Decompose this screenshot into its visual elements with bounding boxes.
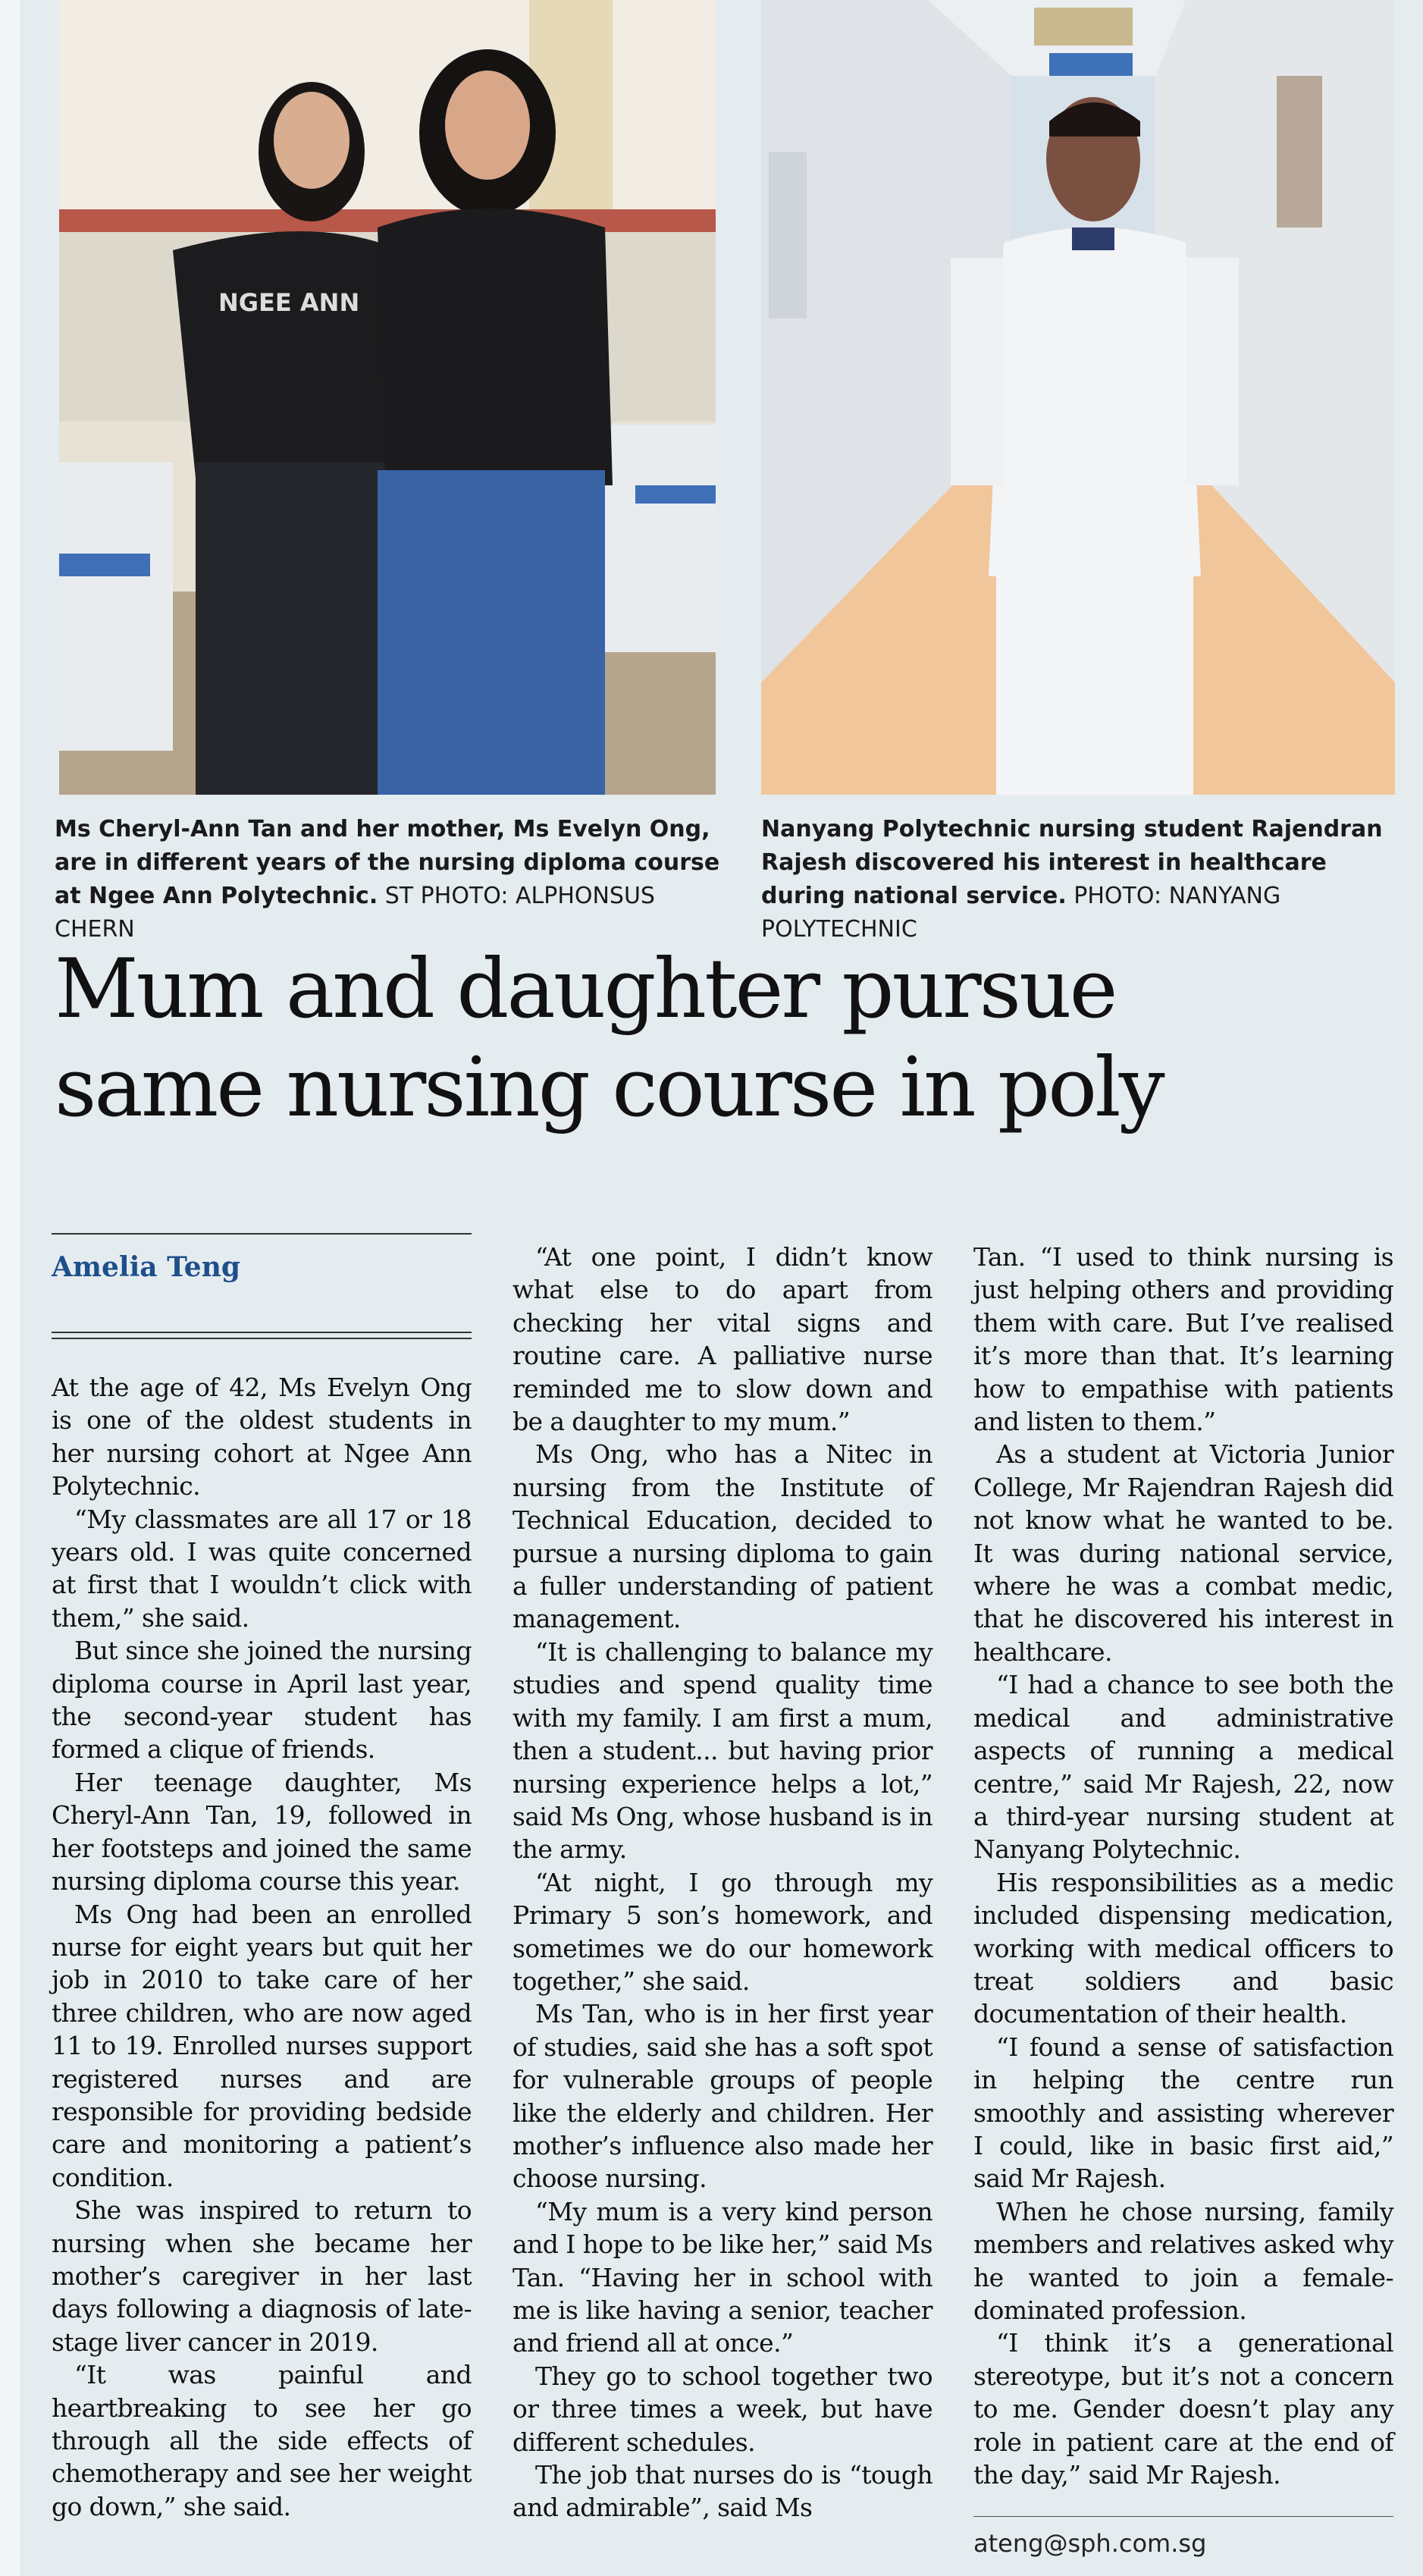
photo-credit: PHOTO: NANYANG POLYTECHNIC	[761, 883, 1281, 943]
mother-and-daughter-icon	[59, 0, 716, 795]
article-column-1	[52, 1371, 472, 2523]
headline-line-2: same nursing course in poly	[55, 1040, 1163, 1135]
caption-text: Ms Cheryl-Ann Tan and her mother, Ms Evelyn Ong, are in different years of the nursing diploma course at Ngee Ann Polytechnic.	[55, 816, 720, 909]
paragraph: When he chose nursing, family members and relatives asked why he wanted to join a female-dominated profession.	[973, 2196, 1393, 2325]
byline-bottom-rule-2	[52, 1338, 472, 1339]
byline-bottom-rule	[52, 1332, 472, 1333]
paragraph: The job that nurses do is “tough and admirable”, said Ms	[512, 2460, 932, 2523]
paragraph: Ms Tan, who is in her first year of studies, said she has a soft spot for vulnerable groups of people like the elderly and children. Her mother’s influence also made her choose nursing.	[512, 1999, 932, 2194]
paragraph: “At one point, I didn’t know what else to do apart from checking her vital signs and routine care. A palliative nurse reminded me to slow down and be a daughter to my mum.”	[512, 1242, 932, 1437]
paragraph: “It is challenging to balance my studies and spend quality time with my family. I am first a mum, then a student... but having prior nursing experience helps a lot,” said Ms Ong, whose husband is in the army.	[512, 1636, 932, 1865]
paragraph: Her teenage daughter, Ms Cheryl-Ann Tan, 19, followed in her footsteps and joined the same nursing diploma course this year.	[52, 1767, 472, 1897]
byline: Amelia Teng	[52, 1251, 241, 1283]
photo-caption-1	[55, 813, 722, 946]
article-column-3	[973, 1241, 1393, 2491]
email-rule	[973, 2516, 1393, 2517]
headline-line-1: Mum and daughter pursue	[55, 942, 1116, 1037]
paragraph: Tan. “I used to think nursing is just helping others and providing them with care. But I’ve realised it’s more than that. It’s learning how to empathise with patients and listen to them.”	[973, 1242, 1393, 1437]
byline-top-rule	[52, 1233, 472, 1235]
paragraph: But since she joined the nursing diploma course in April last year, the second-year student has formed a clique of friends.	[52, 1636, 472, 1765]
headline	[55, 940, 1389, 1137]
paragraph: “My mum is a very kind person and I hope to be like her,” said Ms Tan. “Having her in school with me is like having a senior, teacher and friend all at once.”	[512, 2196, 932, 2358]
paragraph: They go to school together two or three times a week, but have different schedules.	[512, 2361, 932, 2457]
paragraph: “My classmates are all 17 or 18 years old. I was quite concerned at first that I wouldn’t click with them,” she said.	[52, 1504, 472, 1633]
photo-caption-2	[761, 813, 1413, 946]
paragraph: She was inspired to return to nursing when she became her mother’s caregiver in her last days following a diagnosis of late-stage liver cancer in 2019.	[52, 2195, 472, 2357]
photo-mother-daughter	[59, 0, 716, 795]
paragraph: “I found a sense of satisfaction in helping the centre run smoothly and assisting wherever I could, like in basic first aid,” said Mr Rajesh.	[973, 2032, 1393, 2194]
photo-nursing-student	[761, 0, 1395, 795]
paragraph: Ms Ong, who has a Nitec in nursing from the Institute of Technical Education, decided to pursue a nursing diploma to gain a fuller understanding of patient management.	[512, 1439, 932, 1634]
paragraph: Ms Ong had been an enrolled nurse for eight years but quit her job in 2010 to take care of her three children, who are now aged 11 to 19. Enrolled nurses support registered nurses and are responsible for providing bedside care and monitoring a patient’s condition.	[52, 1899, 472, 2192]
article-column-2	[512, 1241, 932, 2524]
caption-text: Nanyang Polytechnic nursing student Rajendran Rajesh discovered his interest in healthcare during national service.	[761, 816, 1383, 909]
page-margin	[0, 0, 20, 2576]
paragraph: “I think it’s a generational stereotype, but it’s not a concern to me. Gender doesn’t play any role in patient care at the end of the day,” said Mr Rajesh.	[973, 2328, 1393, 2490]
paragraph: “It was painful and heartbreaking to see her go through all the side effects of chemotherapy and see her weight go down,” she said.	[52, 2360, 472, 2521]
author-email[interactable]: ateng@sph.com.sg	[973, 2529, 1207, 2558]
photo-credit: ST PHOTO: ALPHONSUS CHERN	[55, 883, 655, 943]
paragraph: As a student at Victoria Junior College, Mr Rajendran Rajesh did not know what he wanted to be. It was during national service, where he was a combat medic, that he discovered his interest in healthcare.	[973, 1439, 1393, 1667]
paragraph: At the age of 42, Ms Evelyn Ong is one of the oldest students in her nursing cohort at Ngee Ann Polytechnic.	[52, 1373, 472, 1501]
paragraph: “I had a chance to see both the medical and administrative aspects of running a medical centre,” said Mr Rajesh, 22, now a third-year nursing student at Nanyang Polytechnic.	[973, 1670, 1393, 1865]
paragraph: “At night, I go through my Primary 5 son’s homework, and sometimes we do our homework together,” she said.	[512, 1867, 932, 1996]
shirt-print-text: NGEE ANN	[218, 288, 360, 317]
nursing-student-icon	[761, 0, 1395, 795]
paragraph: His responsibilities as a medic included dispensing medication, working with medical officers to treat soldiers and basic documentation of their health.	[973, 1867, 1393, 2029]
